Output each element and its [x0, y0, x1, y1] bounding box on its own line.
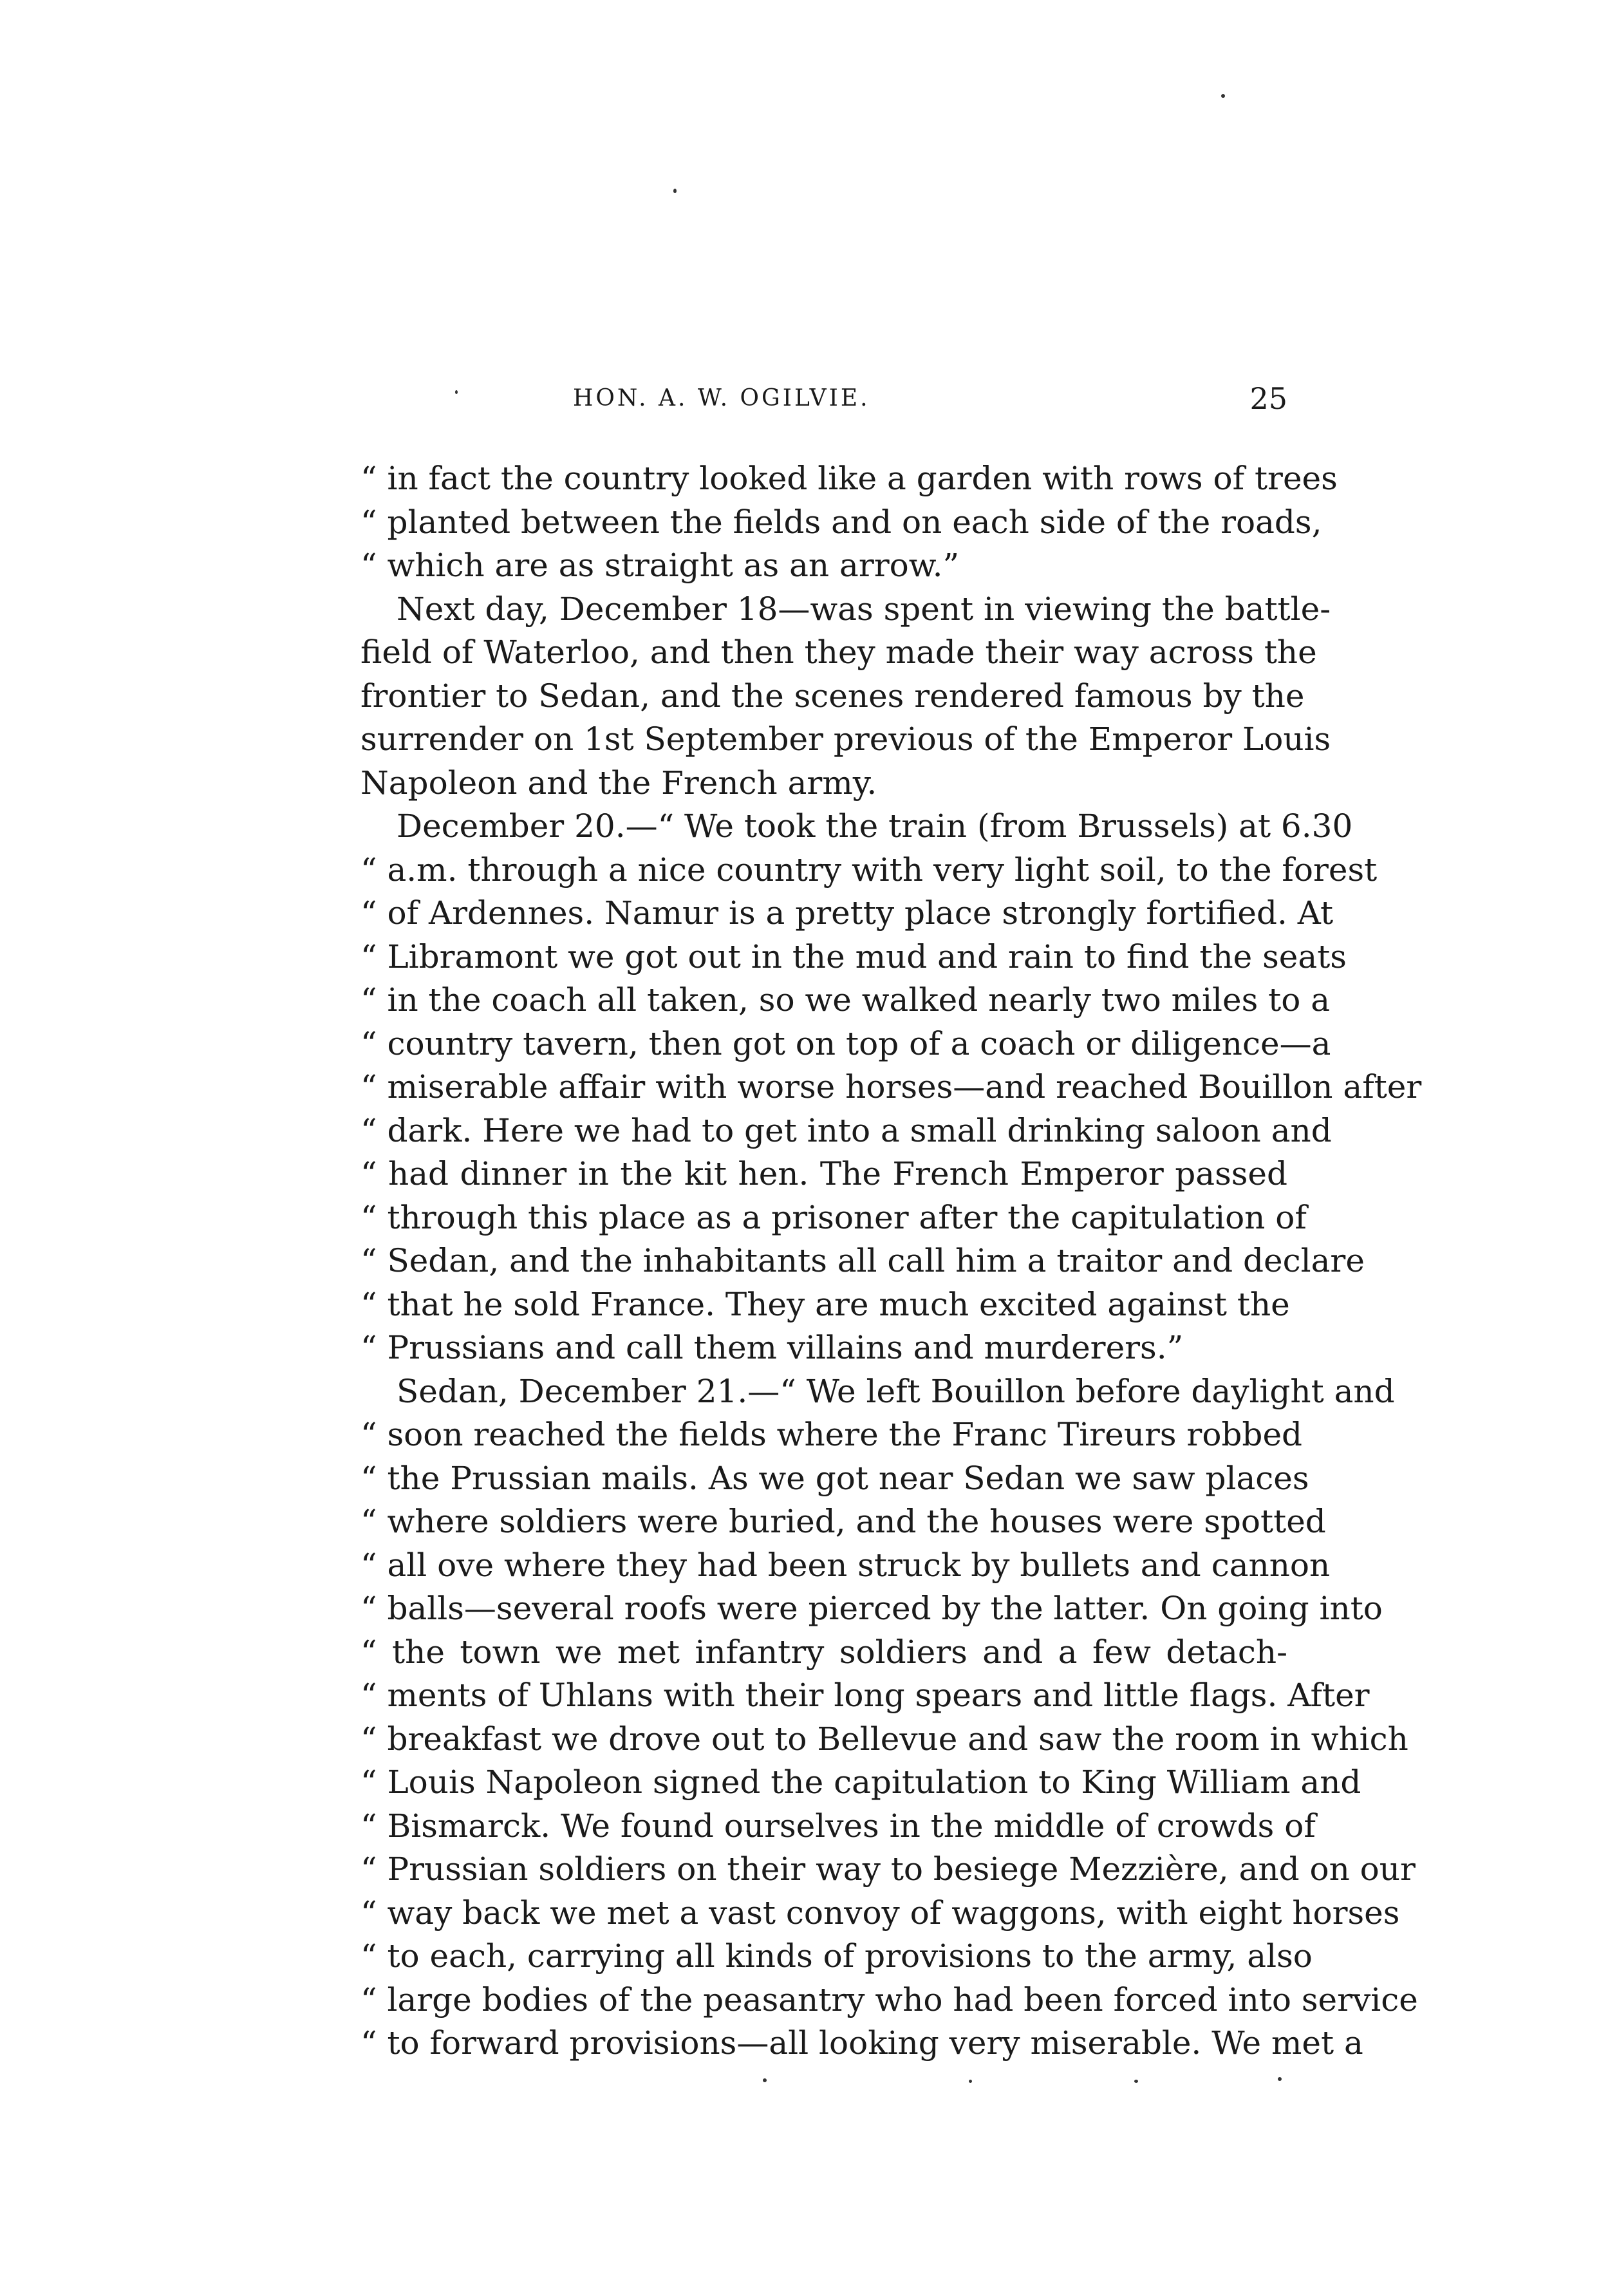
text-line: “ way back we met a vast convoy of waggons, with eight horses	[360, 1894, 1400, 1932]
ink-speck	[1221, 94, 1225, 98]
text-line: December 20.—“ We took the train (from Brussels) at 6.30	[397, 807, 1353, 845]
page-number: 25	[1249, 381, 1287, 416]
ink-speck	[969, 2080, 972, 2083]
text-line: “ Libramont we got out in the mud and rain to find the seats	[360, 937, 1347, 975]
running-head: HON. A. W. OGILVIE.	[573, 385, 870, 411]
ink-speck	[763, 2078, 767, 2082]
text-line: “ Prussian soldiers on their way to besiege Mezzière, and on our	[360, 1850, 1416, 1888]
text-line: “ to each, carrying all kinds of provisions to the army, also	[360, 1937, 1313, 1975]
text-line: “ had dinner in the kit hen. The French Emperor passed	[360, 1155, 1287, 1192]
text-line: Sedan, December 21.—“ We left Bouillon before daylight and	[397, 1372, 1395, 1410]
text-line: Napoleon and the French army.	[360, 764, 877, 802]
text-line: “ country tavern, then got on top of a coach or diligence—a	[360, 1024, 1331, 1062]
text-line: “ dark. Here we had to get into a small drinking saloon and	[360, 1111, 1332, 1149]
text-line: “ miserable affair with worse horses—and reached Bouillon after	[360, 1068, 1422, 1106]
text-line: “ soon reached the fields where the Franc Tireurs robbed	[360, 1416, 1303, 1453]
text-line: “ large bodies of the peasantry who had been forced into service	[360, 1981, 1418, 2018]
text-line: field of Waterloo, and then they made their way across the	[360, 634, 1317, 671]
text-line: “ through this place as a prisoner after the capitulation of	[360, 1198, 1307, 1236]
text-line: “ where soldiers were buried, and the houses were spotted	[360, 1503, 1326, 1540]
text-line: “ planted between the fields and on each side of the roads,	[360, 503, 1322, 541]
text-line: “ Prussians and call them villains and murderers.”	[360, 1329, 1184, 1366]
text-line: Next day, December 18—was spent in viewing the battle-	[397, 590, 1331, 628]
text-line: “ Louis Napoleon signed the capitulation to King William and	[360, 1764, 1361, 1801]
text-line: “ balls—several roofs were pierced by the latter. On going into	[360, 1590, 1383, 1627]
text-line: “ the Prussian mails. As we got near Sedan we saw places	[360, 1459, 1309, 1497]
text-line: “ the town we met infantry soldiers and a few detach-	[360, 1633, 1287, 1671]
text-line: “ ments of Uhlans with their long spears and little flags. After	[360, 1677, 1370, 1714]
text-line: “ to forward provisions—all looking very miserable. We met a	[360, 2024, 1363, 2062]
body-text	[360, 457, 1422, 2065]
text-line: surrender on 1st September previous of the Emperor Louis	[360, 720, 1331, 758]
text-line: “ that he sold France. They are much excited against the	[360, 1285, 1290, 1323]
ink-speck	[673, 189, 677, 193]
text-line: frontier to Sedan, and the scenes rendered famous by the	[360, 677, 1305, 715]
text-line: “ Sedan, and the inhabitants all call him a traitor and declare	[360, 1242, 1365, 1279]
text-line: “ in fact the country looked like a garden with rows of trees	[360, 460, 1338, 497]
ink-speck	[1134, 2080, 1138, 2083]
page-header	[360, 381, 1287, 430]
text-line: “ Bismarck. We found ourselves in the middle of crowds of	[360, 1807, 1316, 1845]
text-line: “ which are as straight as an arrow.”	[360, 547, 960, 584]
text-line: “ of Ardennes. Namur is a pretty place strongly fortified. At	[360, 894, 1334, 932]
text-line: “ in the coach all taken, so we walked nearly two miles to a	[360, 981, 1331, 1019]
text-line: “ breakfast we drove out to Bellevue and saw the room in which	[360, 1720, 1408, 1758]
text-line: “ a.m. through a nice country with very light soil, to the forest	[360, 851, 1378, 889]
ink-speck	[1278, 2077, 1282, 2081]
text-line: “ all ove where they had been struck by bullets and cannon	[360, 1546, 1331, 1584]
